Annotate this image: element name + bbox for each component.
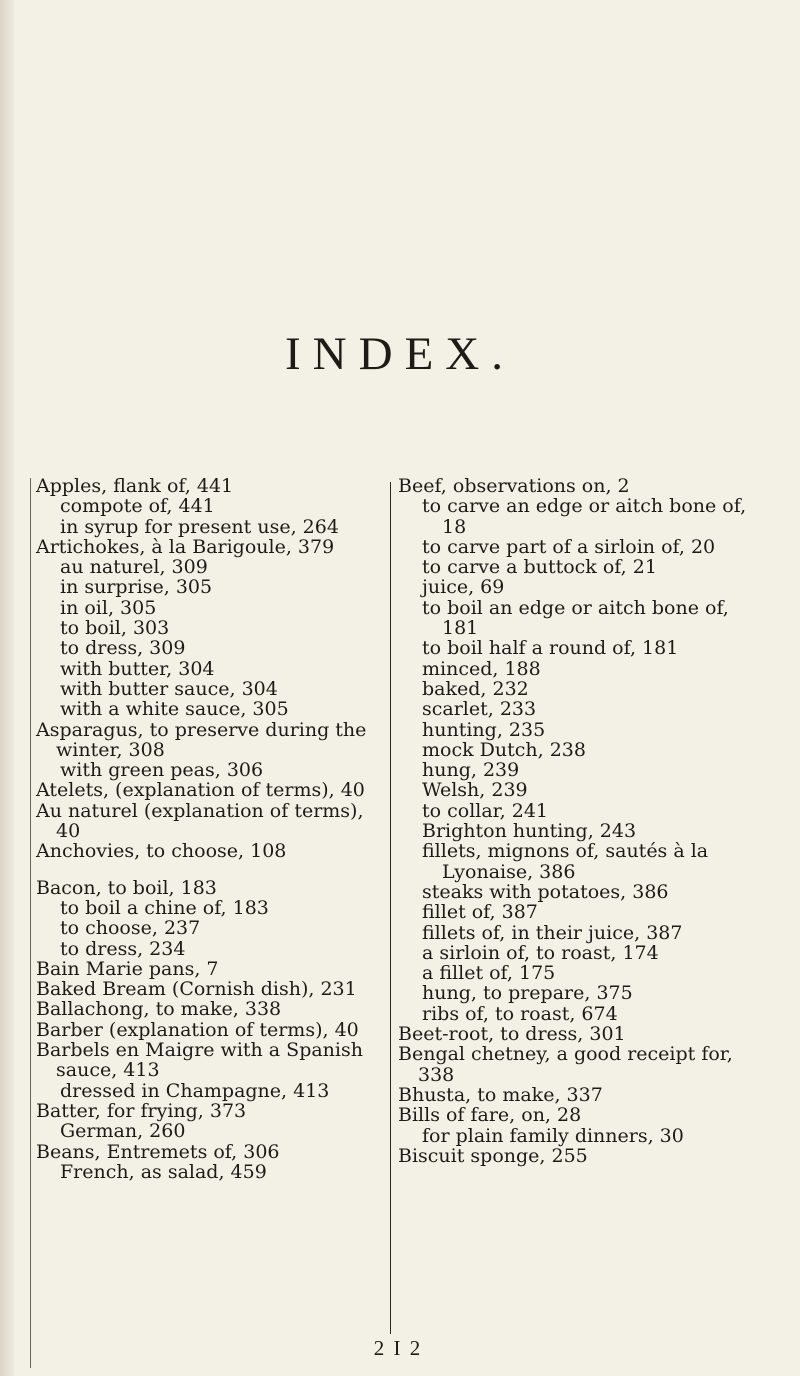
margin-rule <box>30 478 31 1368</box>
index-subentry: to dress, 234 <box>60 937 186 960</box>
index-entry: Biscuit sponge, 255 <box>398 1144 588 1167</box>
index-entry: Barber (explanation of terms), 40 <box>36 1018 359 1041</box>
index-subentry: with butter, 304 <box>60 657 215 680</box>
index-subentry: to collar, 241 <box>422 799 549 822</box>
index-entry: Barbels en Maigre with a Spanish sauce, 413 <box>36 1039 363 1082</box>
index-subentry: mock Dutch, 238 <box>422 738 586 761</box>
index-subentry: to choose, 237 <box>60 917 201 940</box>
index-entry: Bhusta, to make, 337 <box>398 1083 603 1106</box>
index-entry: Bengal chetney, a good receipt for, 338 <box>398 1043 733 1086</box>
index-subentry: with green peas, 306 <box>60 759 264 782</box>
index-entry: Bain Marie pans, 7 <box>36 957 219 980</box>
index-entry: Anchovies, to choose, 108 <box>36 840 287 863</box>
index-entry: Beans, Entremets of, 306 <box>36 1140 280 1163</box>
index-subentry: to boil, 303 <box>60 617 170 640</box>
index-subentry: to dress, 309 <box>60 637 186 660</box>
index-subentry: to boil an edge or aitch bone of, 181 <box>422 596 729 640</box>
index-subentry: in syrup for present use, 264 <box>60 515 339 538</box>
index-subentry: a sirloin of, to roast, 174 <box>422 941 659 964</box>
index-column-right <box>398 476 764 1166</box>
index-subentry: with a white sauce, 305 <box>60 698 289 721</box>
index-subentry: German, 260 <box>60 1120 186 1143</box>
index-subentry: to boil a chine of, 183 <box>60 896 269 919</box>
index-subentry: compote of, 441 <box>60 495 215 518</box>
index-subentry: to boil half a round of, 181 <box>422 637 679 660</box>
index-subentry: in surprise, 305 <box>60 576 213 599</box>
index-subentry: steaks with potatoes, 386 <box>422 880 669 903</box>
index-entry: Beef, observations on, 2 <box>398 475 630 497</box>
index-subentry: for plain family dinners, 30 <box>422 1124 684 1147</box>
index-subentry: baked, 232 <box>422 677 529 700</box>
index-subentry: to carve a buttock of, 21 <box>422 556 657 579</box>
signature-mark: 2 I 2 <box>373 1336 423 1360</box>
index-entry: Atelets, (explanation of terms), 40 <box>36 779 365 802</box>
index-entry: Artichokes, à la Barigoule, 379 <box>36 535 335 558</box>
index-subentry: au naturel, 309 <box>60 556 208 579</box>
index-subentry: hung, to prepare, 375 <box>422 982 633 1005</box>
index-entry: Baked Bream (Cornish dish), 231 <box>36 978 357 1001</box>
index-subentry: hung, 239 <box>422 759 520 782</box>
index-subentry: to carve part of a sirloin of, 20 <box>422 535 716 558</box>
index-subentry: French, as salad, 459 <box>60 1160 267 1183</box>
page-title: INDEX. <box>285 328 515 380</box>
index-subentry: Welsh, 239 <box>422 779 528 802</box>
index-subentry: with butter sauce, 304 <box>60 677 278 700</box>
index-entry: Beet-root, to dress, 301 <box>398 1023 626 1046</box>
index-subentry: to carve an edge or aitch bone of, 18 <box>422 495 747 538</box>
index-entry: Au naturel (explanation of terms), 40 <box>36 799 364 843</box>
index-subentry: scarlet, 233 <box>422 698 537 721</box>
index-subentry: hunting, 235 <box>422 718 546 741</box>
index-subentry: a fillet of, 175 <box>422 962 556 985</box>
index-subentry: fillet of, 387 <box>422 901 538 924</box>
index-subentry: ribs of, to roast, 674 <box>422 1002 618 1025</box>
index-entry: Bacon, to boil, 183 <box>36 876 217 899</box>
index-subentry: in oil, 305 <box>60 596 157 619</box>
index-entry: Bills of fare, on, 28 <box>398 1104 582 1127</box>
index-subentry: juice, 69 <box>422 576 505 599</box>
index-entry: Ballachong, to make, 338 <box>36 998 282 1021</box>
index-column-left <box>36 476 384 1182</box>
page-edge-shadow <box>0 0 14 1376</box>
index-subentry: dressed in Champagne, 413 <box>60 1079 330 1102</box>
index-subentry: minced, 188 <box>422 657 541 680</box>
index-subentry: fillets of, in their juice, 387 <box>422 921 683 944</box>
index-entry: Batter, for frying, 373 <box>36 1099 247 1122</box>
index-subentry: fillets, mignons of, sautés à la Lyonaise, 386 <box>422 840 709 883</box>
index-subentry: Brighton hunting, 243 <box>422 820 637 843</box>
index-entry: Asparagus, to preserve during the winter, 308 <box>36 718 367 761</box>
column-divider <box>390 482 391 1334</box>
index-entry: Apples, flank of, 441 <box>36 475 234 497</box>
